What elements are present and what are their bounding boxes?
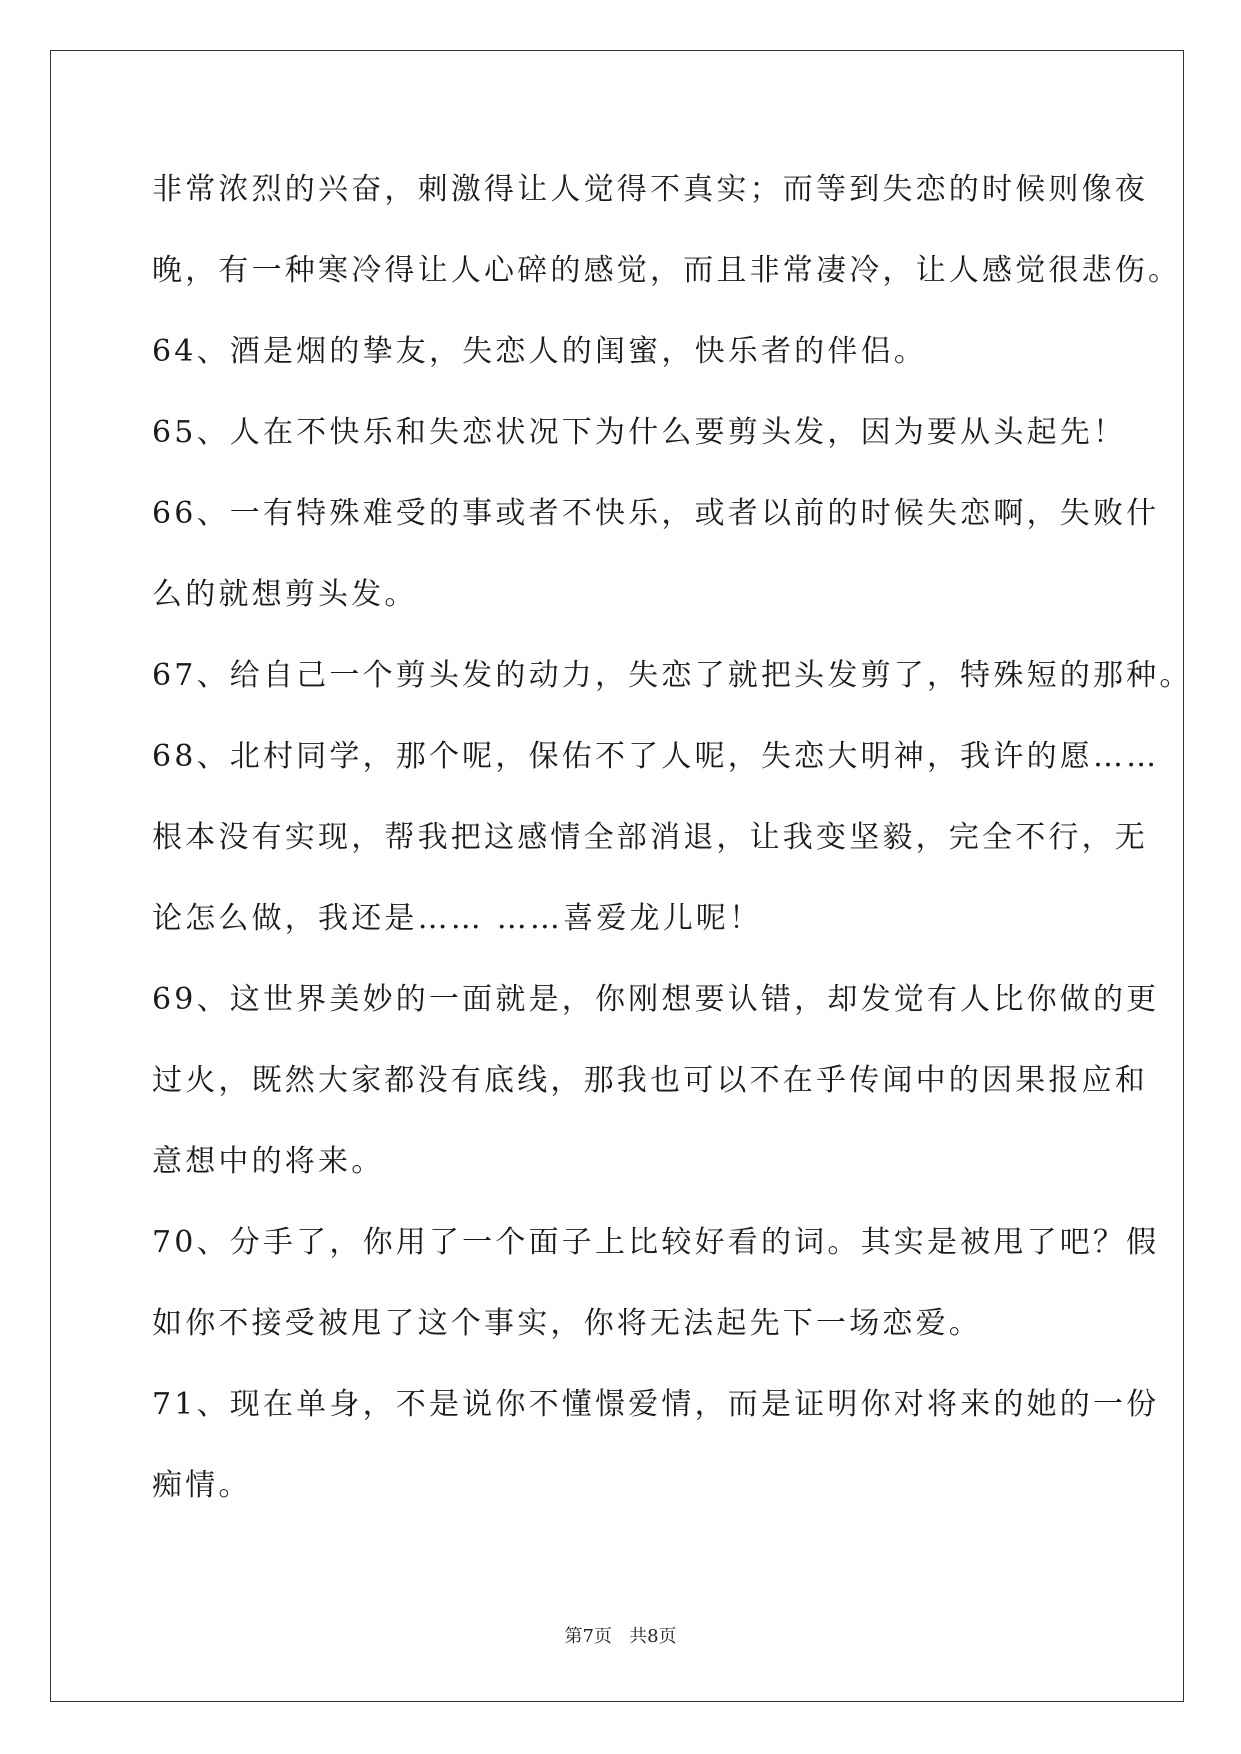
text-line: 70、分手了，你用了一个面子上比较好看的词。其实是被甩了吧？假 bbox=[152, 1225, 1160, 1260]
text-line: 68、北村同学，那个呢，保佑不了人呢，失恋大明神，我许的愿…… bbox=[152, 739, 1160, 774]
text-line: 71、现在单身，不是说你不懂憬爱情，而是证明你对将来的她的一份 bbox=[152, 1387, 1160, 1422]
text-line: 根本没有实现，帮我把这感情全部消退，让我变坚毅，完全不行，无 bbox=[152, 820, 1148, 855]
text-line: 67、给自己一个剪头发的动力，失恋了就把头发剪了，特殊短的那种。 bbox=[152, 658, 1193, 693]
text-line: 过火，既然大家都没有底线，那我也可以不在乎传闻中的因果报应和 bbox=[152, 1063, 1148, 1098]
text-line: 么的就想剪头发。 bbox=[152, 577, 418, 612]
document-body bbox=[152, 160, 1193, 1537]
text-line: 如你不接受被甩了这个事实，你将无法起先下一场恋爱。 bbox=[152, 1306, 982, 1341]
text-line: 65、人在不快乐和失恋状况下为什么要剪头发，因为要从头起先！ bbox=[152, 415, 1127, 450]
text-line: 意想中的将来。 bbox=[152, 1144, 385, 1179]
text-line: 非常浓烈的兴奋，刺激得让人觉得不真实；而等到失恋的时候则像夜 bbox=[152, 172, 1148, 207]
text-line: 痴情。 bbox=[152, 1468, 252, 1503]
text-line: 69、这世界美妙的一面就是，你刚想要认错，却发觉有人比你做的更 bbox=[152, 982, 1160, 1017]
text-line: 66、一有特殊难受的事或者不快乐，或者以前的时候失恋啊，失败什 bbox=[152, 496, 1160, 531]
text-line: 论怎么做，我还是…… ……喜爱龙儿呢！ bbox=[152, 901, 763, 936]
text-line: 64、酒是烟的挚友，失恋人的闺蜜，快乐者的伴侣。 bbox=[152, 334, 927, 369]
text-line: 晚，有一种寒冷得让人心碎的感觉，而且非常凄冷，让人感觉很悲伤。 bbox=[152, 253, 1182, 288]
page-number: 第7页 共8页 bbox=[564, 1626, 677, 1647]
